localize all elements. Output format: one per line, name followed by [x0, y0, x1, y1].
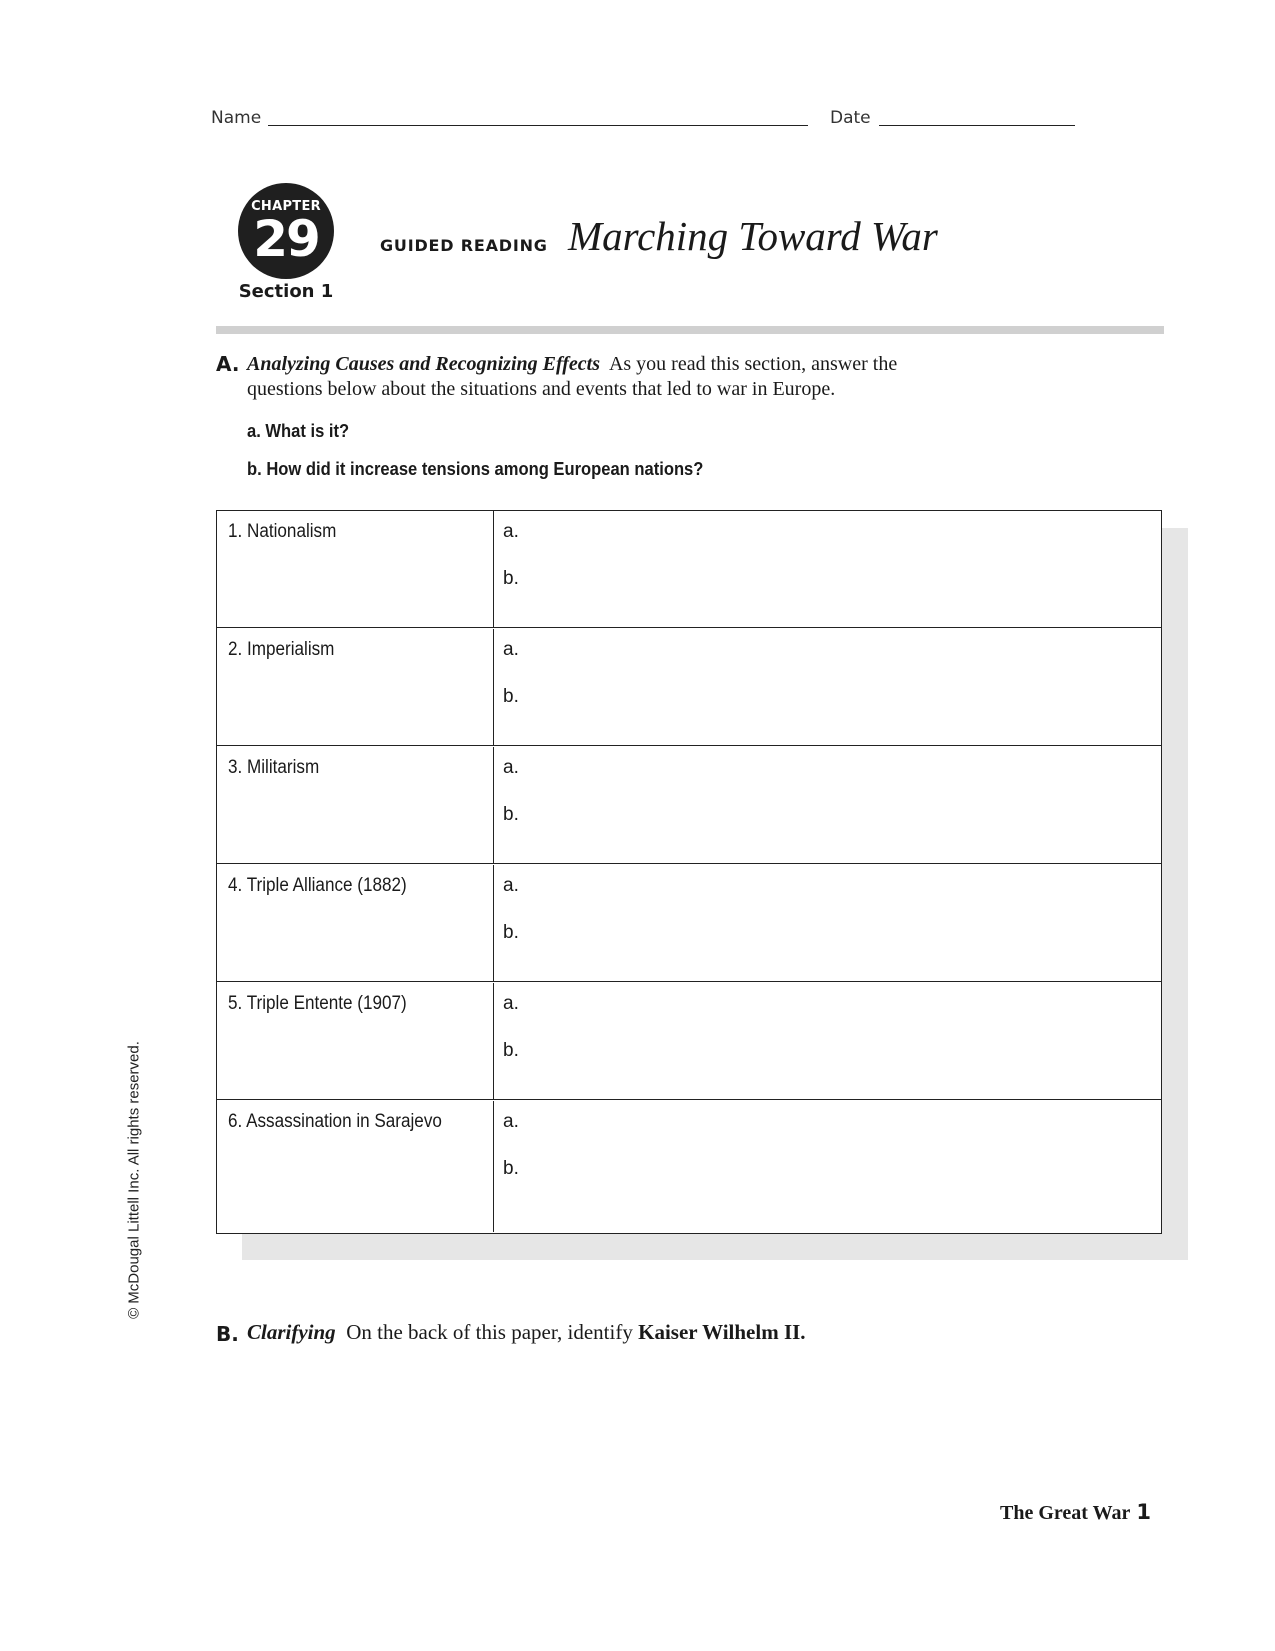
row-topic: 4. Triple Alliance (1882) [228, 875, 407, 896]
answer-b-field[interactable]: b. [503, 804, 519, 825]
column-divider [493, 747, 494, 863]
part-a-instructions [247, 352, 967, 402]
part-a-body: As you read this section, answer the questions below about the situations and events that led to war in Europe. [247, 353, 898, 400]
column-divider [493, 629, 494, 745]
table-row [217, 865, 1161, 982]
date-field[interactable] [879, 125, 1075, 126]
column-divider [493, 865, 494, 981]
answer-a-field[interactable]: a. [503, 521, 519, 542]
column-divider [493, 511, 494, 627]
chapter-badge [238, 183, 334, 279]
page-footer [1000, 1500, 1151, 1525]
part-b-letter: B. [216, 1322, 239, 1346]
column-divider [493, 1101, 494, 1232]
footer-unit-title: The Great War [1000, 1502, 1131, 1524]
part-a-lead: Analyzing Causes and Recognizing Effects [247, 353, 601, 375]
row-topic: 1. Nationalism [228, 521, 337, 542]
answer-b-field[interactable]: b. [503, 686, 519, 707]
answer-a-field[interactable]: a. [503, 757, 519, 778]
header-divider [216, 326, 1164, 334]
answer-b-field[interactable]: b. [503, 568, 519, 589]
copyright-notice: © McDougal Littell Inc. All rights reserved. [125, 1041, 143, 1319]
column-divider [493, 983, 494, 1099]
name-field[interactable] [268, 125, 808, 126]
causes-table [216, 510, 1162, 1234]
table-row [217, 1101, 1161, 1232]
part-b-prompt [247, 1320, 806, 1345]
row-topic: 2. Imperialism [228, 639, 335, 660]
part-b-lead: Clarifying [247, 1320, 336, 1344]
part-b-body: On the back of this paper, identify [346, 1320, 633, 1344]
page-number: 1 [1136, 1500, 1151, 1524]
question-b: b. How did it increase tensions among European nations? [247, 459, 704, 479]
answer-a-field[interactable]: a. [503, 639, 519, 660]
part-b-subject: Kaiser Wilhelm II. [638, 1320, 806, 1344]
answer-a-field[interactable]: a. [503, 1111, 519, 1132]
question-a: a. What is it? [247, 421, 350, 441]
answer-a-field[interactable]: a. [503, 875, 519, 896]
date-label: Date [830, 108, 871, 128]
answer-b-field[interactable]: b. [503, 1158, 519, 1179]
guided-reading-kicker: GUIDED READING [380, 236, 548, 255]
table-row [217, 983, 1161, 1100]
name-label: Name [211, 108, 262, 128]
row-topic: 6. Assassination in Sarajevo [228, 1111, 442, 1132]
table-row [217, 629, 1161, 746]
answer-b-field[interactable]: b. [503, 1040, 519, 1061]
answer-b-field[interactable]: b. [503, 922, 519, 943]
part-a-letter: A. [216, 352, 240, 376]
table-row [217, 747, 1161, 864]
page-title: Marching Toward War [568, 213, 938, 259]
section-label: Section 1 [238, 281, 334, 302]
row-topic: 5. Triple Entente (1907) [228, 993, 407, 1014]
row-topic: 3. Militarism [228, 757, 320, 778]
table-row [217, 511, 1161, 628]
chapter-number: 29 [253, 210, 319, 268]
chapter-label: CHAPTER [251, 199, 321, 214]
answer-a-field[interactable]: a. [503, 993, 519, 1014]
